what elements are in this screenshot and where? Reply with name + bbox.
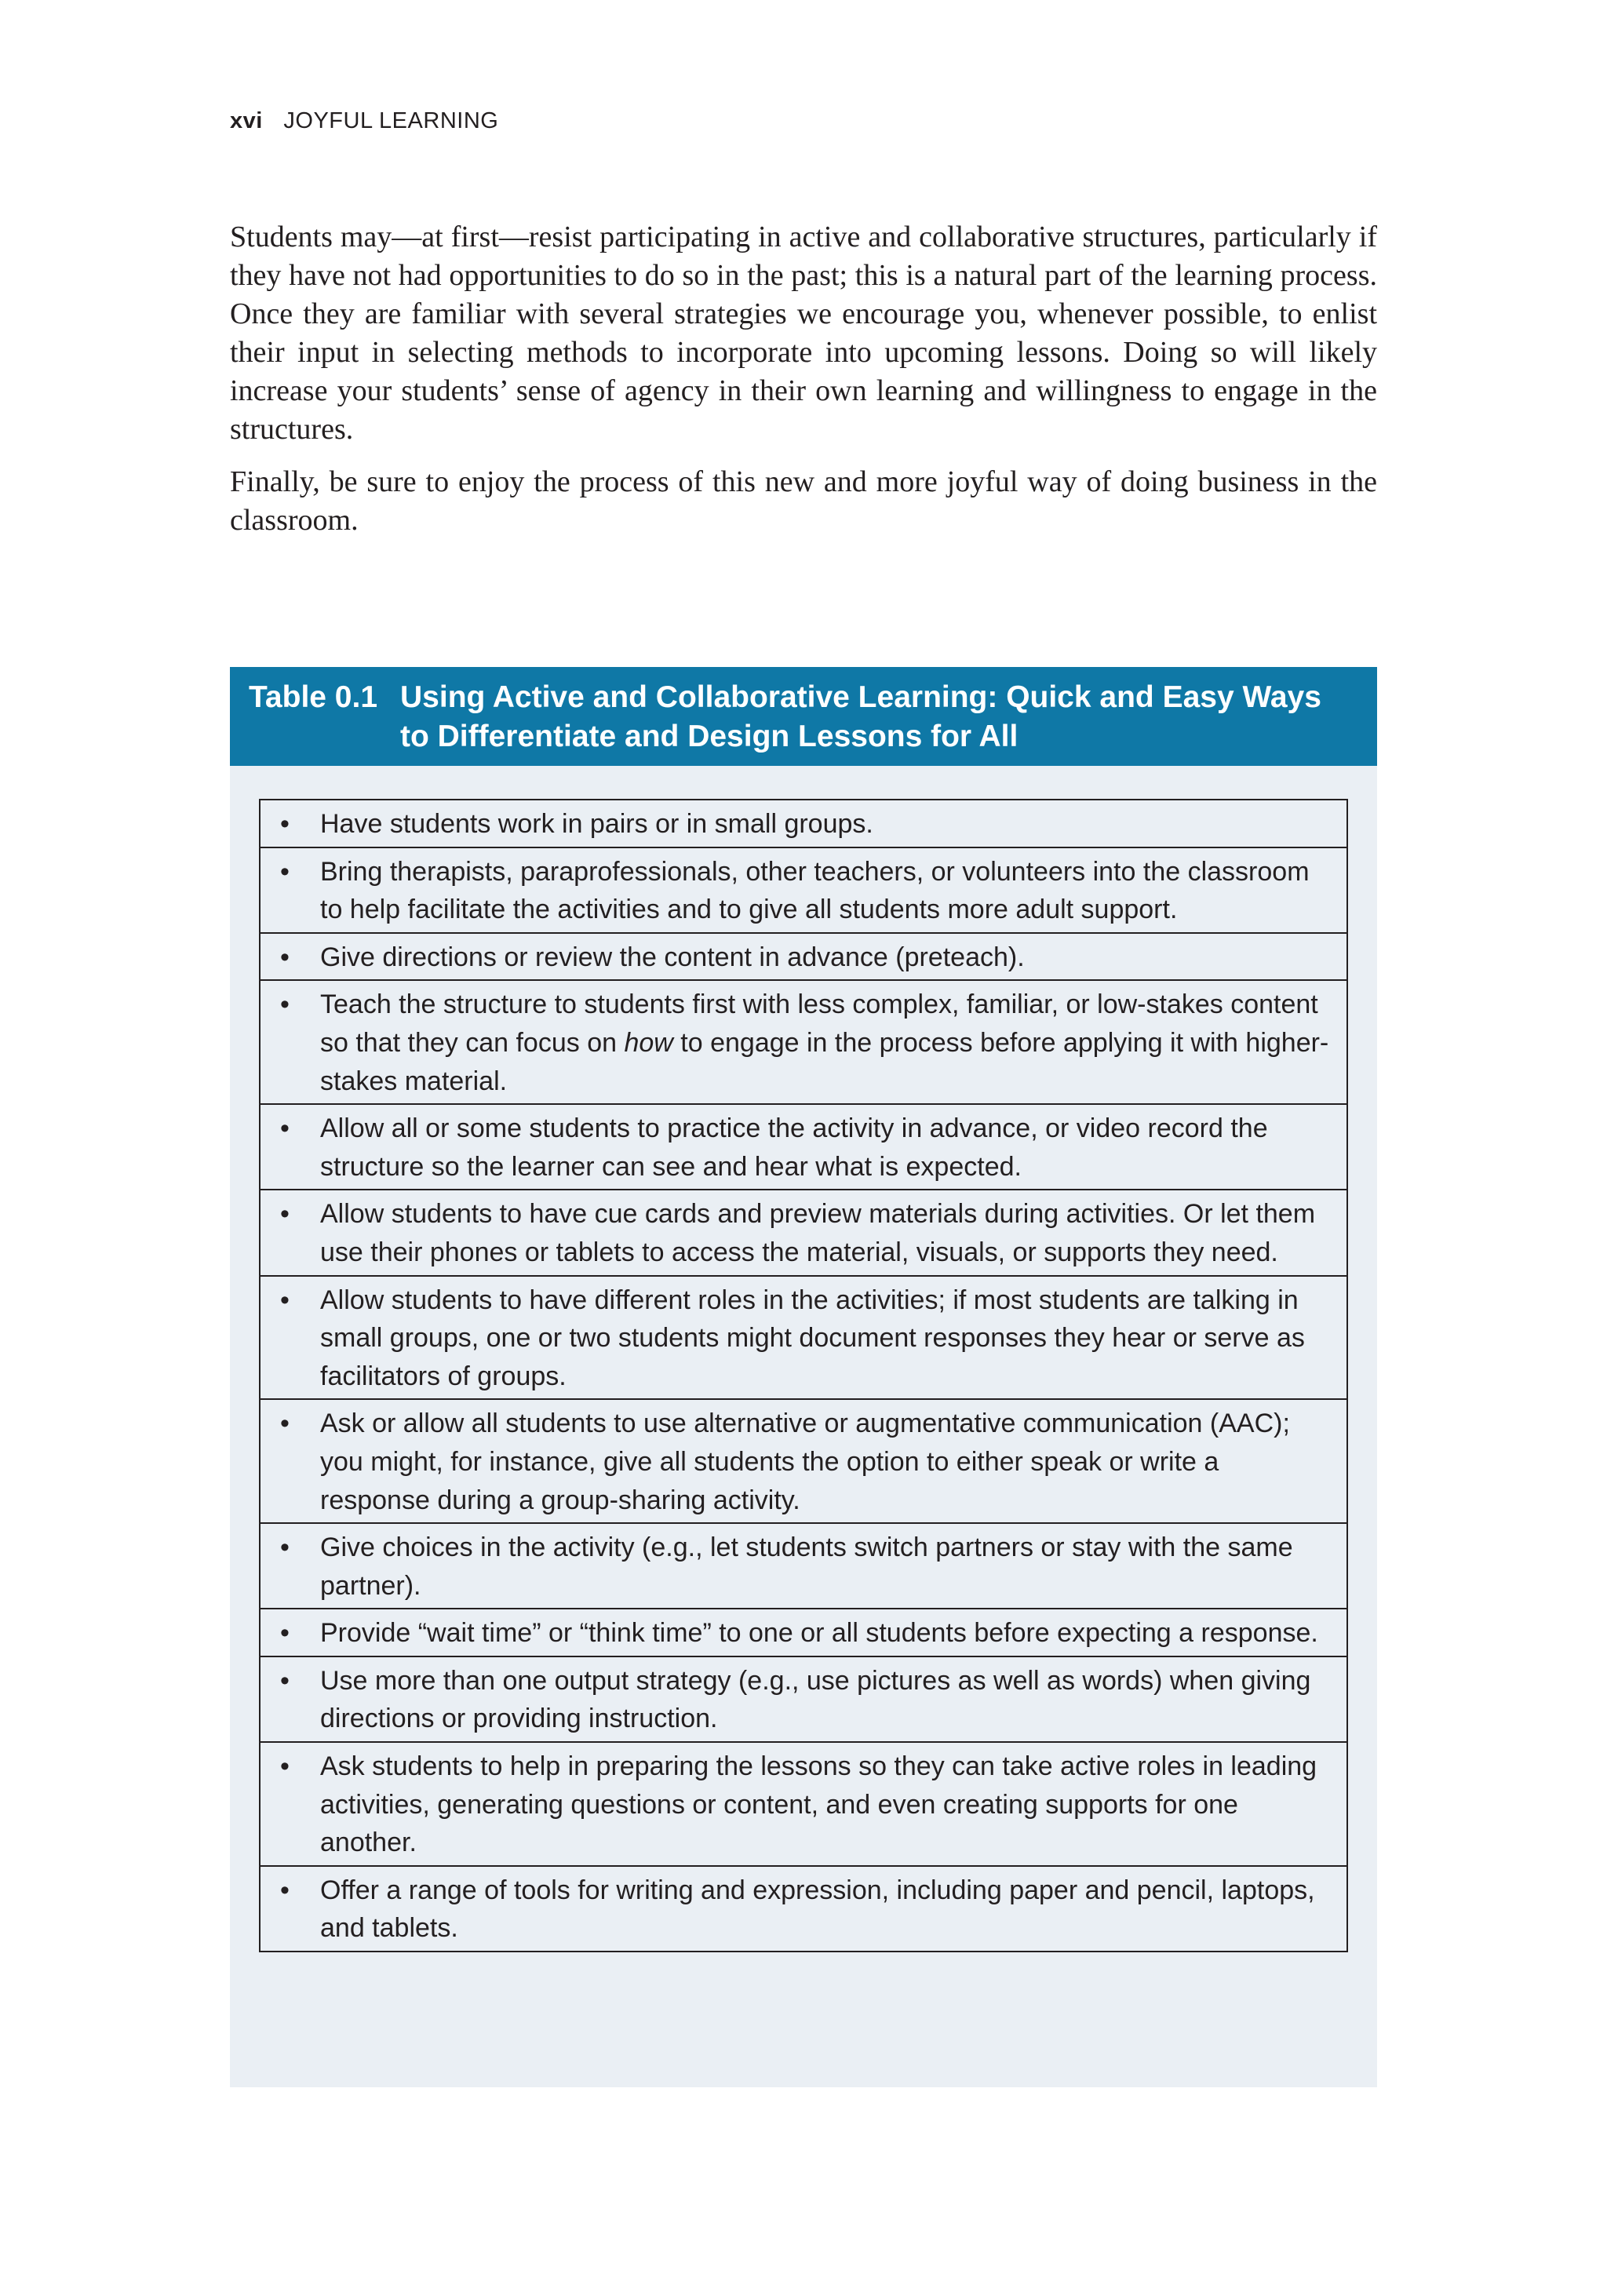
bullet-icon: • bbox=[280, 942, 290, 972]
list-item bbox=[261, 800, 1346, 847]
list-item-text: Allow all or some students to practice the activity in advance, or video record the structure so the learner can see and hear what is expected. bbox=[320, 1113, 1268, 1182]
list-item bbox=[261, 1865, 1346, 1951]
list-item bbox=[261, 932, 1346, 980]
bullet-icon: • bbox=[280, 1751, 290, 1782]
list-item-text: Bring therapists, paraprofessionals, other teachers, or volunteers into the classroom to help facilitate the activities and to give all students more adult support. bbox=[320, 856, 1310, 925]
list-item bbox=[261, 1103, 1346, 1189]
list-item bbox=[261, 1398, 1346, 1522]
bullet-icon: • bbox=[280, 1409, 290, 1439]
list-item bbox=[261, 1189, 1346, 1274]
paragraph: Students may—at first—resist participating in active and collaborative structures, particularly if they have not had opportunities to do so in the past; this is a natural part of the learning process. Once they are familiar with several strategies we encourage you, whenever possible, to enlist their input in selecting methods to incorporate into upcoming lessons. Doing so will likely increase your students’ sense of agency in their own learning and willingness to engage in the structures. bbox=[230, 220, 1377, 446]
bullet-icon: • bbox=[280, 1113, 290, 1144]
running-head bbox=[230, 108, 498, 134]
list-item-text: Ask students to help in preparing the lessons so they can take active roles in leading activities, generating questions or content, and even creating supports for one another. bbox=[320, 1751, 1317, 1858]
list-item-text: Allow students to have cue cards and preview materials during activities. Or let them use their phones or tablets to access the material, visuals, or supports they need. bbox=[320, 1199, 1316, 1267]
bullet-icon: • bbox=[280, 856, 290, 887]
bullet-icon: • bbox=[280, 1532, 290, 1563]
emphasis: how bbox=[624, 1027, 673, 1058]
text-run: Teach the structure to students first with less complex, familiar, or low-stakes content so that they can focus on bbox=[320, 989, 1318, 1058]
bullet-icon: • bbox=[280, 989, 290, 1020]
list-item-text: Use more than one output strategy (e.g., use pictures as well as words) when giving directions or providing instruction. bbox=[320, 1665, 1311, 1734]
bullet-icon: • bbox=[280, 1199, 290, 1230]
running-head-title: JOYFUL LEARNING bbox=[283, 108, 499, 133]
table-title: Using Active and Collaborative Learning: Quick and Easy Ways to Differentiate and Design Lessons for All bbox=[400, 680, 1321, 753]
list-item bbox=[261, 1656, 1346, 1741]
list-item-text: Have students work in pairs or in small groups. bbox=[320, 809, 873, 839]
list-item-text: Provide “wait time” or “think time” to one or all students before expecting a response. bbox=[320, 1618, 1318, 1649]
list-item-text: Allow students to have different roles in the activities; if most students are talking in small groups, one or two students might document responses they hear or serve as facilitators of groups. bbox=[320, 1285, 1305, 1391]
bullet-icon: • bbox=[280, 1285, 290, 1315]
list-item bbox=[261, 1275, 1346, 1399]
list-item-text: Give choices in the activity (e.g., let students switch partners or stay with the same partner). bbox=[320, 1532, 1293, 1601]
list-item bbox=[261, 847, 1346, 932]
bullet-icon: • bbox=[280, 1665, 290, 1696]
list-item bbox=[261, 1522, 1346, 1608]
bullet-icon: • bbox=[280, 809, 290, 839]
list-item-text: Offer a range of tools for writing and expression, including paper and pencil, laptops, and tablets. bbox=[320, 1875, 1315, 1944]
paragraph: Finally, be sure to enjoy the process of this new and more joyful way of doing business in the classroom. bbox=[230, 465, 1377, 537]
list-item-text: Give directions or review the content in advance (preteach). bbox=[320, 942, 1025, 972]
body-text bbox=[230, 218, 1377, 554]
table-label: Table 0.1 bbox=[249, 680, 378, 714]
strategy-list bbox=[259, 799, 1348, 1952]
bullet-icon: • bbox=[280, 1875, 290, 1905]
page-number: xvi bbox=[230, 108, 263, 133]
table-caption bbox=[230, 667, 1377, 766]
list-item-text: Ask or allow all students to use alternative or augmentative communication (AAC); you might, for instance, give all students the option to either speak or write a response during a group-sharing activity. bbox=[320, 1409, 1290, 1515]
list-item bbox=[261, 1608, 1346, 1656]
bullet-icon: • bbox=[280, 1618, 290, 1649]
list-item-text bbox=[320, 989, 1328, 1095]
text-run: to engage in the process before applying it with higher-stakes material. bbox=[320, 1027, 1329, 1096]
table-0-1 bbox=[230, 667, 1377, 2087]
list-item bbox=[261, 1741, 1346, 1865]
list-item bbox=[261, 979, 1346, 1103]
